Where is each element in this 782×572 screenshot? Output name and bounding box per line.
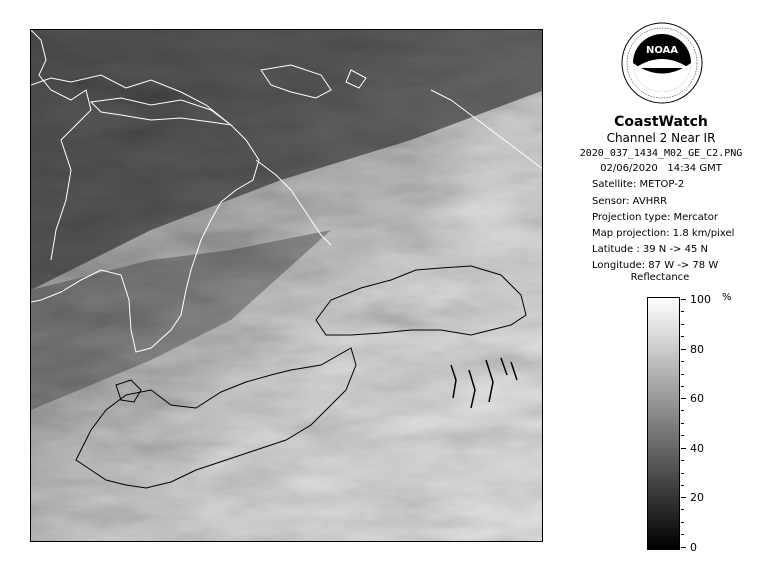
colorbar-tick bbox=[681, 349, 686, 350]
colorbar-tick-label: 80 bbox=[690, 343, 704, 356]
colorbar-minor-tick bbox=[681, 534, 684, 535]
colorbar-tick bbox=[681, 547, 686, 548]
colorbar-minor-tick bbox=[681, 374, 684, 375]
date-time-label bbox=[566, 163, 756, 174]
reflectance-colorbar bbox=[647, 297, 680, 550]
satellite-image bbox=[30, 29, 543, 542]
sensor-label: Sensor: AVHRR bbox=[592, 196, 668, 207]
colorbar-minor-tick bbox=[681, 522, 684, 523]
projection-type-label: Projection type: Mercator bbox=[592, 212, 718, 223]
svg-text:NOAA: NOAA bbox=[645, 45, 679, 56]
map-canvas bbox=[31, 30, 543, 542]
time-value: 14:34 GMT bbox=[667, 163, 722, 174]
legend-unit: % bbox=[722, 292, 732, 303]
colorbar-minor-tick bbox=[681, 485, 684, 486]
colorbar-minor-tick bbox=[681, 311, 684, 312]
colorbar-tick-label: 0 bbox=[690, 541, 697, 554]
longitude-label: Longitude: 87 W -> 78 W bbox=[592, 260, 719, 271]
colorbar-tick-label: 60 bbox=[690, 392, 704, 405]
colorbar-tick-label: 40 bbox=[690, 442, 704, 455]
legend-title: Reflectance bbox=[630, 272, 690, 283]
colorbar-minor-tick bbox=[681, 324, 684, 325]
colorbar-tick bbox=[681, 299, 686, 300]
colorbar-minor-tick bbox=[681, 423, 684, 424]
colorbar-minor-tick bbox=[681, 460, 684, 461]
satellite-label: Satellite: METOP-2 bbox=[592, 179, 685, 190]
colorbar-minor-tick bbox=[681, 386, 684, 387]
colorbar-tick-label: 100 bbox=[690, 293, 711, 306]
colorbar-minor-tick bbox=[681, 435, 684, 436]
colorbar-tick-label: 20 bbox=[690, 491, 704, 504]
noaa-logo bbox=[621, 22, 703, 104]
colorbar-tick bbox=[681, 398, 686, 399]
filename-label: 2020_037_1434_M02_GE_C2.PNG bbox=[579, 148, 743, 159]
colorbar-minor-tick bbox=[681, 361, 684, 362]
colorbar-tick bbox=[681, 497, 686, 498]
map-projection-label: Map projection: 1.8 km/pixel bbox=[592, 228, 735, 239]
colorbar-tick bbox=[681, 448, 686, 449]
colorbar-minor-tick bbox=[681, 410, 684, 411]
channel-label: Channel 2 Near IR bbox=[606, 131, 716, 145]
colorbar-minor-tick bbox=[681, 336, 684, 337]
colorbar-minor-tick bbox=[681, 473, 684, 474]
latitude-label: Latitude : 39 N -> 45 N bbox=[592, 244, 708, 255]
date-value: 02/06/2020 bbox=[600, 163, 658, 174]
colorbar-minor-tick bbox=[681, 509, 684, 510]
product-title: CoastWatch bbox=[614, 114, 708, 130]
